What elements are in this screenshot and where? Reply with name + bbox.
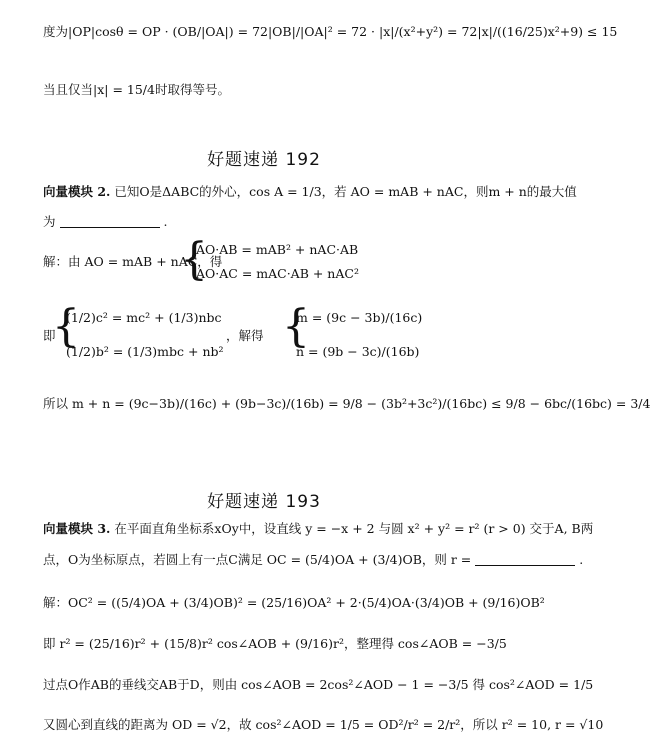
s192-sol2-lead: 即: [43, 328, 56, 343]
s192-sys1-b: AO·AC = mAC·AB + nAC²: [196, 266, 359, 281]
s192-sol-lead: 解：由 AO = mAB + nAC，得: [43, 254, 223, 269]
s192-sol3: 所以 m + n = (9c−3b)/(16c) + (9b−3c)/(16b) = 9/8 − (3b²+3c²)/(16bc) ≤ 9/8 − 6bc/(16bc) = 3/4: [43, 396, 650, 411]
answer-blank: [60, 215, 160, 228]
brace-1: {: [180, 234, 208, 285]
s193-problem: [43, 519, 593, 537]
s192-sys3-a: m = (9c − 3b)/(16c): [296, 310, 423, 325]
section-192-title: 好题速递 192: [207, 150, 321, 170]
s192-problem-text: 已知O是ΔABC的外心，cos A = 1/3，若 AO = mAB + nAC，则m + n的最大值: [114, 184, 577, 199]
s193-sol2: 即 r² = (25/16)r² + (15/8)r² cos∠AOB + (9/16)r²，整理得 cos∠AOB = −3/5: [43, 636, 507, 651]
s193-sol4: 又圆心到直线的距离为 OD = √2，故 cos²∠AOD = 1/5 = OD²/r² = 2/r²，所以 r² = 10, r = √10: [43, 717, 604, 732]
answer-blank-2: [475, 553, 575, 566]
s192-problem-text2: 为: [43, 214, 56, 229]
period-2: .: [579, 552, 584, 567]
top-line-1: 度为|OP|cosθ = OP · (OB/|OA|) = 72|OB|/|OA|² = 72 · |x|/(x²+y²) = 72|x|/((16/25)x²+9) ≤ 15: [43, 24, 618, 39]
section-193-title: 好题速递 193: [207, 492, 321, 512]
period: .: [163, 214, 168, 229]
s192-problem: [43, 182, 577, 200]
s192-sys2-b: (1/2)b² = (1/3)mbc + nb²: [66, 344, 224, 359]
top-line-2: 当且仅当|x| = 15/4时取得等号。: [43, 82, 230, 97]
s192-sol2-mid: ，解得: [226, 328, 264, 343]
s193-problem-text: 在平面直角坐标系xOy中，设直线 y = −x + 2 与圆 x² + y² = r² (r > 0) 交于A, B两: [114, 521, 594, 536]
s192-sys2-a: (1/2)c² = mc² + (1/3)nbc: [66, 310, 222, 325]
s192-sys3-b: n = (9b − 3c)/(16b): [296, 344, 420, 359]
s193-sol1: 解：OC² = ((5/4)OA + (3/4)OB)² = (25/16)OA² + 2·(5/4)OA·(3/4)OB + (9/16)OB²: [43, 595, 545, 610]
s193-problem-label: 向量模块 3.: [43, 521, 111, 536]
s193-problem-text2: 点，O为坐标原点，若圆上有一点C满足 OC = (5/4)OA + (3/4)OB，则 r =: [43, 552, 472, 567]
s192-problem-line2: [43, 212, 167, 230]
s193-sol3: 过点O作AB的垂线交AB于D，则由 cos∠AOB = 2cos²∠AOD − 1 = −3/5 得 cos²∠AOD = 1/5: [43, 677, 594, 692]
s192-sys1-a: AO·AB = mAB² + nAC·AB: [196, 242, 359, 257]
s192-problem-label: 向量模块 2.: [43, 184, 111, 199]
brace-3: {: [282, 301, 310, 352]
s193-problem-line2: [43, 550, 583, 568]
brace-2: {: [52, 301, 80, 352]
